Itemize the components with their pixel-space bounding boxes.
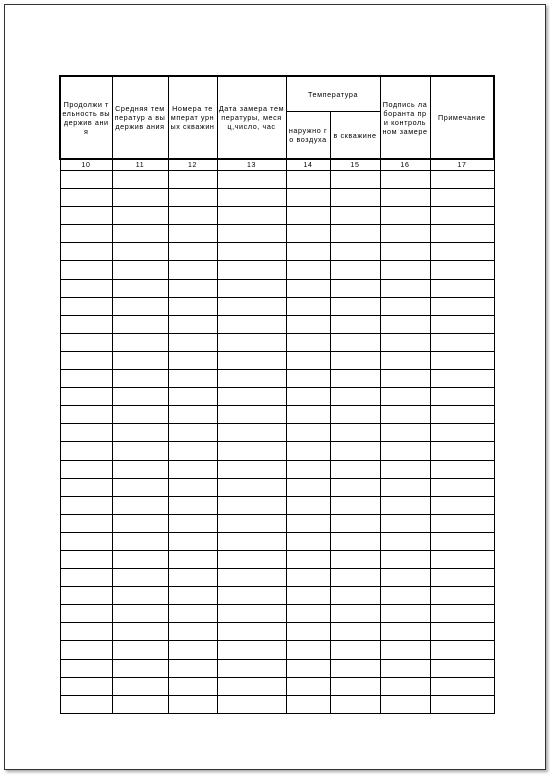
table-cell: [168, 189, 217, 207]
header-measurement-date: Дата замера температуры, месяц,число, час: [217, 76, 286, 159]
table-cell: [430, 496, 494, 514]
table-cell: [217, 370, 286, 388]
table-cell: [286, 532, 330, 550]
table-cell: [217, 424, 286, 442]
table-cell: [168, 333, 217, 351]
table-row: [60, 171, 494, 189]
table-cell: [286, 677, 330, 695]
table-cell: [286, 478, 330, 496]
table-cell: [330, 514, 380, 532]
table-cell: [380, 207, 430, 225]
table-cell: [380, 695, 430, 713]
table-cell: [380, 587, 430, 605]
table-cell: [60, 333, 112, 351]
table-cell: [286, 550, 330, 568]
column-number-row: [60, 159, 494, 171]
table-cell: [112, 460, 168, 478]
table-cell: [430, 442, 494, 460]
table-row: [60, 189, 494, 207]
table-cell: [60, 659, 112, 677]
table-cell: [60, 279, 112, 297]
table-cell: [430, 605, 494, 623]
table-row: [60, 388, 494, 406]
header-sensor-well-numbers: Номера температ урных скважин: [168, 76, 217, 159]
table-cell: [60, 315, 112, 333]
table-row: [60, 351, 494, 369]
table-cell: [217, 207, 286, 225]
table-cell: [380, 171, 430, 189]
table-row: [60, 695, 494, 713]
table-cell: [380, 514, 430, 532]
table-cell: [330, 695, 380, 713]
table-cell: [330, 225, 380, 243]
table-cell: [380, 424, 430, 442]
table-cell: [217, 695, 286, 713]
table-cell: [380, 243, 430, 261]
table-cell: [430, 695, 494, 713]
table-cell: [168, 532, 217, 550]
table-cell: [217, 243, 286, 261]
table-cell: [430, 406, 494, 424]
temperature-log-table: [59, 75, 495, 714]
table-cell: [286, 424, 330, 442]
table-cell: [60, 677, 112, 695]
table-cell: [217, 659, 286, 677]
header-outdoor-air: наружно го воздуха: [286, 112, 330, 160]
table-cell: [217, 189, 286, 207]
table-cell: [380, 460, 430, 478]
header-note: Примечание: [430, 76, 494, 159]
column-number: 11: [112, 159, 168, 171]
table-cell: [286, 659, 330, 677]
table-cell: [217, 460, 286, 478]
table-cell: [217, 406, 286, 424]
table-row: [60, 550, 494, 568]
table-row: [60, 406, 494, 424]
column-number: 14: [286, 159, 330, 171]
table-cell: [380, 659, 430, 677]
table-cell: [330, 279, 380, 297]
table-row: [60, 569, 494, 587]
table-cell: [430, 279, 494, 297]
table-cell: [430, 659, 494, 677]
table-row: [60, 496, 494, 514]
table-row: [60, 677, 494, 695]
table-cell: [112, 261, 168, 279]
table-cell: [60, 623, 112, 641]
table-cell: [60, 261, 112, 279]
table-cell: [60, 569, 112, 587]
table-cell: [380, 478, 430, 496]
table-row: [60, 460, 494, 478]
table-cell: [217, 532, 286, 550]
table-cell: [286, 587, 330, 605]
table-cell: [168, 297, 217, 315]
table-cell: [168, 370, 217, 388]
table-row: [60, 623, 494, 641]
table-cell: [112, 207, 168, 225]
table-cell: [112, 496, 168, 514]
table-cell: [217, 225, 286, 243]
table-cell: [112, 171, 168, 189]
table-cell: [330, 550, 380, 568]
table-cell: [60, 641, 112, 659]
document-page: [4, 4, 546, 770]
table-row: [60, 243, 494, 261]
table-cell: [168, 406, 217, 424]
table-row: [60, 442, 494, 460]
table-cell: [330, 351, 380, 369]
header-average-temperature: Средняя температур а выдержив ания: [112, 76, 168, 159]
table-cell: [168, 677, 217, 695]
table-cell: [112, 532, 168, 550]
table-cell: [330, 424, 380, 442]
table-cell: [217, 171, 286, 189]
table-row: [60, 225, 494, 243]
table-cell: [430, 677, 494, 695]
table-cell: [168, 496, 217, 514]
table-cell: [430, 297, 494, 315]
table-cell: [168, 171, 217, 189]
table-cell: [286, 370, 330, 388]
table-cell: [60, 406, 112, 424]
table-cell: [286, 641, 330, 659]
table-cell: [60, 388, 112, 406]
table-cell: [380, 442, 430, 460]
table-cell: [380, 261, 430, 279]
table-cell: [112, 478, 168, 496]
table-cell: [330, 532, 380, 550]
table-cell: [286, 496, 330, 514]
table-cell: [112, 514, 168, 532]
table-cell: [217, 279, 286, 297]
table-cell: [330, 333, 380, 351]
table-cell: [380, 605, 430, 623]
table-cell: [112, 279, 168, 297]
table-cell: [60, 207, 112, 225]
table-cell: [168, 279, 217, 297]
table-body: [60, 159, 494, 713]
table-cell: [380, 315, 430, 333]
table-row: [60, 478, 494, 496]
table-cell: [168, 605, 217, 623]
table-cell: [430, 550, 494, 568]
table-cell: [112, 641, 168, 659]
table-cell: [430, 514, 494, 532]
table-cell: [430, 207, 494, 225]
table-cell: [60, 243, 112, 261]
table-cell: [430, 478, 494, 496]
table-cell: [112, 587, 168, 605]
table-cell: [430, 623, 494, 641]
table-cell: [286, 225, 330, 243]
table-cell: [60, 532, 112, 550]
table-cell: [330, 315, 380, 333]
table-cell: [112, 351, 168, 369]
table-cell: [60, 297, 112, 315]
table-cell: [286, 207, 330, 225]
column-number: 15: [330, 159, 380, 171]
table-cell: [286, 243, 330, 261]
table-cell: [286, 333, 330, 351]
table-cell: [330, 496, 380, 514]
table-cell: [286, 297, 330, 315]
table-cell: [168, 641, 217, 659]
table-cell: [60, 605, 112, 623]
table-cell: [430, 189, 494, 207]
table-cell: [430, 370, 494, 388]
table-cell: [217, 569, 286, 587]
table-cell: [217, 587, 286, 605]
table-cell: [330, 297, 380, 315]
table-cell: [380, 569, 430, 587]
table-cell: [286, 695, 330, 713]
table-cell: [330, 189, 380, 207]
table-cell: [330, 677, 380, 695]
table-cell: [430, 261, 494, 279]
table-cell: [112, 243, 168, 261]
table-cell: [430, 333, 494, 351]
table-cell: [168, 478, 217, 496]
table-cell: [330, 370, 380, 388]
table-cell: [112, 370, 168, 388]
table-cell: [60, 695, 112, 713]
table-cell: [112, 550, 168, 568]
table-cell: [430, 641, 494, 659]
table-cell: [217, 442, 286, 460]
table-cell: [330, 261, 380, 279]
table-cell: [168, 261, 217, 279]
table-row: [60, 424, 494, 442]
table-cell: [286, 189, 330, 207]
table-cell: [380, 550, 430, 568]
table-cell: [168, 388, 217, 406]
table-cell: [112, 297, 168, 315]
column-number: 16: [380, 159, 430, 171]
column-number: 17: [430, 159, 494, 171]
table-cell: [217, 550, 286, 568]
header-duration: Продолжи тельность выдержив ания: [60, 76, 112, 159]
table-cell: [217, 315, 286, 333]
table-row: [60, 333, 494, 351]
table-cell: [217, 261, 286, 279]
table-cell: [60, 351, 112, 369]
table-row: [60, 261, 494, 279]
table-cell: [330, 587, 380, 605]
table-cell: [217, 623, 286, 641]
table-cell: [380, 641, 430, 659]
table-cell: [217, 677, 286, 695]
table-row: [60, 315, 494, 333]
table-cell: [217, 514, 286, 532]
table-cell: [330, 605, 380, 623]
table-cell: [112, 569, 168, 587]
table-cell: [168, 659, 217, 677]
table-cell: [60, 460, 112, 478]
table-row: [60, 532, 494, 550]
table-cell: [112, 406, 168, 424]
table-cell: [112, 225, 168, 243]
table-cell: [112, 605, 168, 623]
table-cell: [430, 587, 494, 605]
table-cell: [380, 279, 430, 297]
table-row: [60, 297, 494, 315]
table-cell: [60, 189, 112, 207]
table-cell: [380, 297, 430, 315]
table-cell: [112, 388, 168, 406]
header-temperature-group: Температура: [286, 76, 380, 112]
table-cell: [168, 514, 217, 532]
table-cell: [217, 351, 286, 369]
table-row: [60, 207, 494, 225]
table-cell: [330, 171, 380, 189]
table-cell: [60, 550, 112, 568]
table-cell: [286, 388, 330, 406]
table-cell: [168, 569, 217, 587]
column-number: 12: [168, 159, 217, 171]
table-cell: [430, 424, 494, 442]
table-cell: [168, 207, 217, 225]
table-cell: [286, 279, 330, 297]
table-cell: [286, 171, 330, 189]
table-cell: [430, 315, 494, 333]
table-cell: [60, 478, 112, 496]
table-row: [60, 605, 494, 623]
table-cell: [60, 514, 112, 532]
table-cell: [168, 351, 217, 369]
table-cell: [168, 695, 217, 713]
table-cell: [286, 406, 330, 424]
table-cell: [430, 388, 494, 406]
table-cell: [168, 315, 217, 333]
table-row: [60, 659, 494, 677]
table-cell: [112, 333, 168, 351]
table-cell: [380, 677, 430, 695]
table-cell: [430, 569, 494, 587]
header-lab-signature: Подпись лаборанта при контроль ном замере: [380, 76, 430, 159]
table-cell: [286, 623, 330, 641]
table-row: [60, 641, 494, 659]
table-cell: [330, 406, 380, 424]
table-cell: [380, 532, 430, 550]
table-cell: [380, 370, 430, 388]
table-cell: [330, 388, 380, 406]
table-cell: [380, 189, 430, 207]
table-cell: [168, 550, 217, 568]
table-row: [60, 587, 494, 605]
table-cell: [330, 460, 380, 478]
table-cell: [430, 532, 494, 550]
table-cell: [330, 569, 380, 587]
table-cell: [60, 370, 112, 388]
table-cell: [330, 243, 380, 261]
table-cell: [286, 442, 330, 460]
table-cell: [286, 460, 330, 478]
table-cell: [168, 460, 217, 478]
table-cell: [217, 478, 286, 496]
table-cell: [112, 442, 168, 460]
table-cell: [217, 641, 286, 659]
table-cell: [380, 388, 430, 406]
table-cell: [60, 424, 112, 442]
table-cell: [60, 496, 112, 514]
table-cell: [112, 659, 168, 677]
table-cell: [430, 171, 494, 189]
header-in-well: в скважине: [330, 112, 380, 160]
table-cell: [286, 261, 330, 279]
table-cell: [380, 351, 430, 369]
table-cell: [217, 605, 286, 623]
table-cell: [286, 605, 330, 623]
table-cell: [112, 424, 168, 442]
table-cell: [330, 623, 380, 641]
table-cell: [380, 406, 430, 424]
table-cell: [380, 496, 430, 514]
table-cell: [168, 424, 217, 442]
column-number: 13: [217, 159, 286, 171]
table-cell: [380, 225, 430, 243]
table-cell: [168, 225, 217, 243]
table-row: [60, 514, 494, 532]
table-cell: [168, 623, 217, 641]
table-cell: [60, 442, 112, 460]
table-cell: [112, 695, 168, 713]
table-cell: [430, 243, 494, 261]
table-cell: [112, 677, 168, 695]
table-cell: [286, 351, 330, 369]
table-cell: [430, 225, 494, 243]
table-cell: [286, 315, 330, 333]
table-cell: [330, 478, 380, 496]
table-cell: [112, 189, 168, 207]
table-cell: [380, 333, 430, 351]
table-cell: [330, 442, 380, 460]
table-cell: [60, 587, 112, 605]
table-cell: [286, 569, 330, 587]
table-cell: [286, 514, 330, 532]
table-cell: [112, 315, 168, 333]
table-row: [60, 370, 494, 388]
table-cell: [430, 351, 494, 369]
table-cell: [168, 442, 217, 460]
table-cell: [168, 243, 217, 261]
table-cell: [330, 641, 380, 659]
table-cell: [380, 623, 430, 641]
table-cell: [112, 623, 168, 641]
table-cell: [168, 587, 217, 605]
column-number: 10: [60, 159, 112, 171]
table-cell: [217, 297, 286, 315]
table-cell: [430, 460, 494, 478]
table-cell: [60, 171, 112, 189]
table-cell: [217, 388, 286, 406]
table-row: [60, 279, 494, 297]
table-cell: [60, 225, 112, 243]
table-cell: [330, 207, 380, 225]
table-cell: [217, 333, 286, 351]
table-cell: [330, 659, 380, 677]
table-cell: [217, 496, 286, 514]
